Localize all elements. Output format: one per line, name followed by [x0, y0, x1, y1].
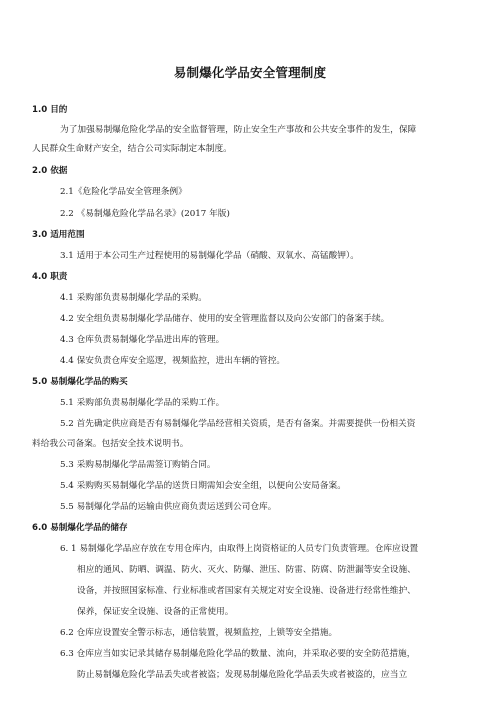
list-item: 4.4 保安负责仓库安全巡逻，视频监控，进出车辆的管控。 [60, 356, 286, 366]
list-item: 6.2 仓库应设置安全警示标志，通信装置，视频监控，上锁等安全措施。 [60, 628, 338, 638]
list-item-continuation: 防止易制爆危险化学品丢失或者被盗；发现易制爆危险化学品丢失或者被盗的，应当立 [77, 670, 408, 680]
section-heading-scope: 3.0 适用范围 [32, 230, 85, 240]
list-item: 2.1《危险化学品安全管理条例》 [60, 187, 187, 197]
list-item-continuation: 相应的通风、防晒、调温、防火、灭火、防爆、泄压、防雷、防腐、防泄漏等安全设施、 [77, 565, 416, 575]
list-item: 6.3 仓库应当如实记录其储存易制爆危险化学品的数量、流向，并采取必要的安全防范措施， [60, 649, 416, 659]
page-title: 易制爆化学品安全管理制度 [173, 65, 327, 80]
list-item: 2.2 《易制爆危险化学品名录》(2017 年版) [60, 209, 230, 219]
list-item: 5.4 采购购买易制爆化学品的送货日期需知会安全组，以便向公安局备案。 [60, 481, 346, 491]
list-item: 5.5 易制爆化学品的运输由供应商负责运送到公司仓库。 [60, 502, 277, 512]
section-heading-purpose: 1.0 目的 [32, 105, 68, 115]
list-item-continuation: 料给我公司备案。包括安全技术说明书。 [32, 439, 189, 449]
section-heading-storage: 6.0 易制爆化学品的储存 [32, 523, 128, 533]
paragraph-line: 人民群众生命财产安全，结合公司实际制定本制度。 [32, 144, 232, 154]
list-item: 5.3 采购易制爆化学品需签订购销合同。 [60, 460, 216, 470]
paragraph-line: 为了加强易制爆危险化学品的安全监督管理，防止安全生产事故和公共安全事件的发生，保障 [60, 125, 417, 135]
section-heading-duties: 4.0 职责 [32, 272, 68, 282]
list-item: 6. 1 易制爆化学品应存放在专用仓库内，由取得上岗资格证的人员专门负责管理。仓库应设置 [60, 544, 419, 554]
list-item: 4.3 仓库负责易制爆化学品进出库的管理。 [60, 335, 225, 345]
list-item: 4.2 安全组负责易制爆化学品储存、使用的安全管理监督以及向公安部门的备案手续。 [60, 314, 390, 324]
section-heading-purchase: 5.0 易制爆化学品的购买 [32, 377, 128, 387]
list-item-continuation: 设备，并按照国家标准、行业标准或者国家有关规定对安全设施、设备进行经常性维护、 [77, 586, 416, 596]
list-item: 3.1 适用于本公司生产过程使用的易制爆化学品（硝酸、双氧水、高锰酸钾）。 [60, 251, 359, 261]
list-item-continuation: 保养，保证安全设施、设备的正常使用。 [77, 607, 234, 617]
list-item: 5.1 采购部负责易制爆化学品的采购工作。 [60, 398, 225, 408]
list-item: 5.2 首先确定供应商是否有易制爆化学品经营相关资质，是否有备案。并需要提供一份相关资 [60, 419, 416, 429]
section-heading-basis: 2.0 依据 [32, 166, 68, 176]
list-item: 4.1 采购部负责易制爆化学品的采购。 [60, 293, 207, 303]
